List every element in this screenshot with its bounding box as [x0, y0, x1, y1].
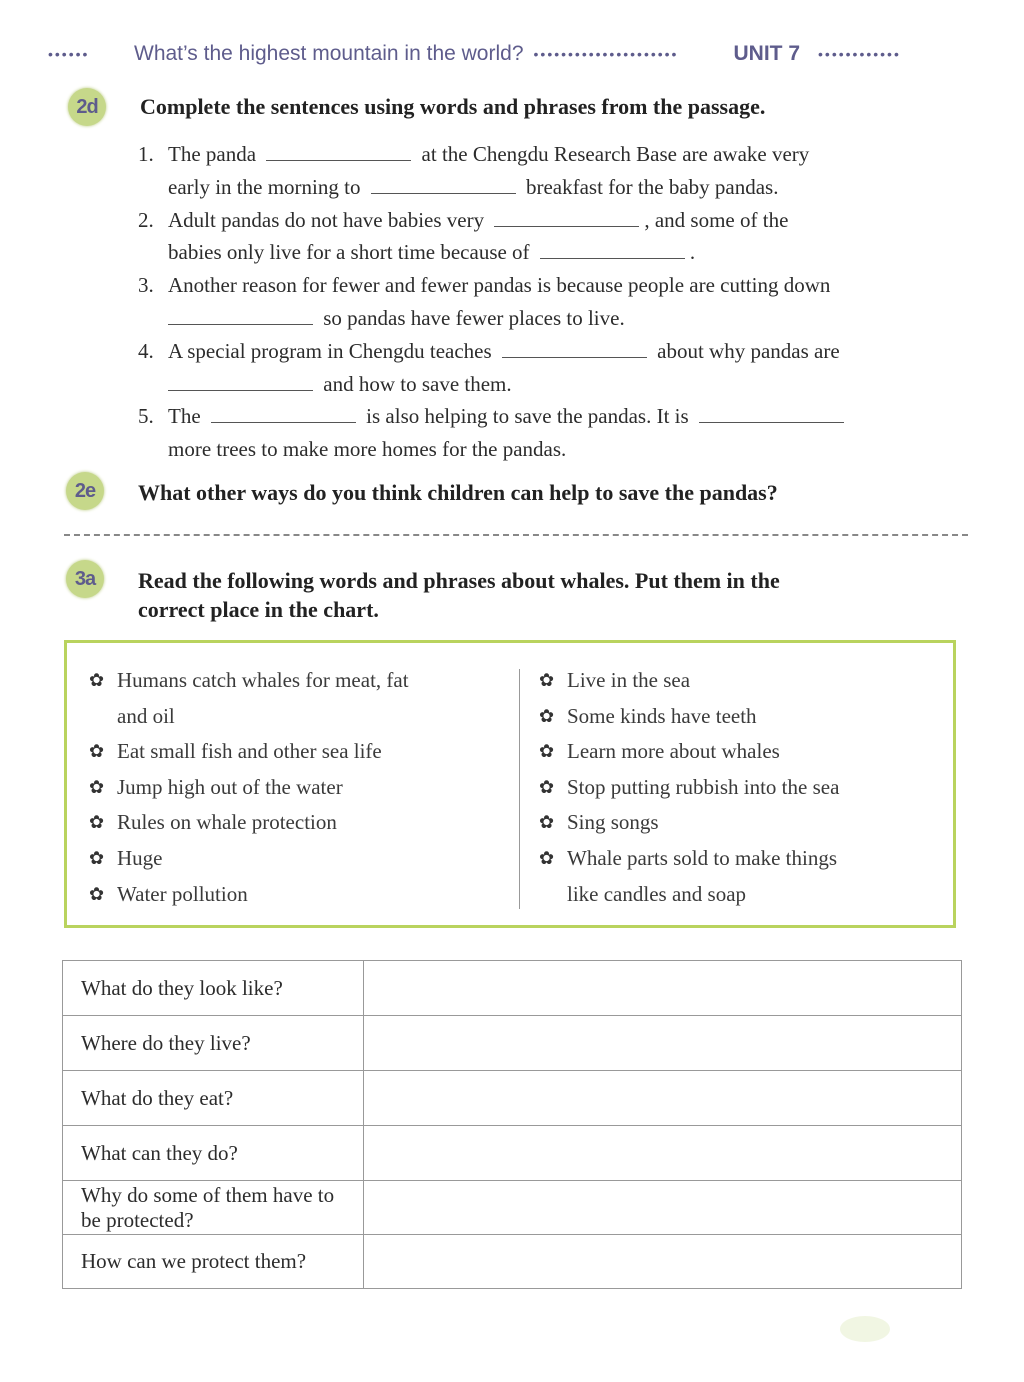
- flower-bullet-icon: ✿: [89, 812, 105, 833]
- sentence-number: 4.: [138, 338, 154, 363]
- flower-bullet-icon: ✿: [89, 670, 105, 690]
- sentence-text: babies only live for a short time because of: [168, 240, 530, 265]
- chart-answer-cell[interactable]: [364, 961, 962, 1016]
- answer-blank[interactable]: [266, 140, 411, 161]
- chart-answer-cell[interactable]: [364, 1071, 962, 1126]
- dashed-divider: [64, 534, 968, 536]
- chart-question: What do they look like?: [63, 961, 364, 1016]
- table-row: [63, 1126, 962, 1181]
- header-dots-left: ••••••: [48, 46, 90, 62]
- chart-answer-cell[interactable]: [364, 1016, 962, 1071]
- word-bank-item: [89, 841, 489, 877]
- sentence-number: 1.: [138, 142, 154, 166]
- flower-bullet-icon: ✿: [539, 847, 555, 868]
- sentence-text: The panda: [168, 142, 257, 166]
- header-dots-mid: •••••••••••••••••••••: [533, 46, 679, 62]
- chart-question: What can they do?: [63, 1126, 364, 1181]
- answer-blank[interactable]: [211, 402, 356, 423]
- badge-2d: 2d: [68, 88, 106, 126]
- sentence-5: [138, 400, 974, 466]
- word-bank-item: [539, 770, 939, 806]
- word-bank-item: [89, 663, 489, 734]
- word-bank-text: Stop putting rubbish into the sea: [567, 774, 840, 799]
- page-number-decoration: [840, 1316, 890, 1342]
- table-row: [63, 961, 962, 1016]
- column-divider: [519, 669, 520, 909]
- chart-answer-cell[interactable]: [364, 1126, 962, 1181]
- word-bank-item: [539, 699, 939, 735]
- chart-question: Where do they live?: [63, 1016, 364, 1071]
- word-bank-text: and oil: [117, 703, 175, 728]
- word-bank-text: Rules on whale protection: [117, 810, 337, 835]
- header-title: What’s the highest mountain in the world?: [134, 42, 524, 65]
- chart-question: How can we protect them?: [63, 1235, 364, 1289]
- sentence-text: .: [689, 240, 696, 265]
- sentence-2: [138, 204, 974, 270]
- word-bank-text: Humans catch whales for meat, fat: [117, 668, 409, 692]
- flower-bullet-icon: ✿: [89, 847, 105, 868]
- instruction-2e: What other ways do you think children can help to save the pandas?: [138, 480, 778, 505]
- answer-blank[interactable]: [371, 173, 516, 194]
- word-bank-right-column: [539, 663, 939, 912]
- sentence-text: about why pandas are: [657, 338, 840, 363]
- chart-question: What do they eat?: [63, 1071, 364, 1126]
- sentence-1: [138, 138, 974, 204]
- flower-bullet-icon: ✿: [89, 741, 105, 762]
- header-dots-right: ••••••••••••: [818, 46, 901, 62]
- whale-chart-table: [62, 960, 962, 1289]
- table-row: [63, 1016, 962, 1071]
- sentence-text: is also helping to save the pandas. It is: [366, 404, 689, 429]
- flower-bullet-icon: ✿: [539, 776, 555, 797]
- word-bank-item: [89, 805, 489, 841]
- sentence-text: at the Chengdu Research Base are awake very: [421, 142, 810, 166]
- sentence-text: so pandas have fewer places to live.: [323, 305, 625, 330]
- answer-blank[interactable]: [699, 402, 844, 423]
- table-row: [63, 1071, 962, 1126]
- word-bank-box: [64, 640, 956, 928]
- sentence-text: , and some of the: [644, 207, 789, 232]
- flower-bullet-icon: ✿: [539, 705, 555, 726]
- word-bank-item: [89, 734, 489, 770]
- sentence-text: Another reason for fewer and fewer pandas is because people are cutting down: [168, 273, 831, 298]
- flower-bullet-icon: ✿: [539, 670, 555, 690]
- instruction-3a: [138, 566, 780, 624]
- word-bank-text: Jump high out of the water: [117, 774, 343, 799]
- word-bank-item: [89, 770, 489, 806]
- flower-bullet-icon: ✿: [89, 883, 105, 904]
- word-bank-text: like candles and soap: [567, 881, 747, 906]
- unit-label: UNIT 7: [733, 42, 801, 65]
- chart-question: Why do some of them have to be protected?: [63, 1181, 364, 1235]
- word-bank-item: [539, 841, 939, 912]
- sentence-number: 2.: [138, 207, 154, 232]
- sentence-text: Adult pandas do not have babies very: [168, 207, 485, 232]
- sentence-text: and how to save them.: [323, 371, 512, 396]
- sentence-list: [138, 138, 974, 466]
- word-bank-text: Water pollution: [117, 881, 248, 906]
- answer-blank[interactable]: [540, 238, 685, 259]
- flower-bullet-icon: ✿: [539, 812, 555, 833]
- word-bank-text: Live in the sea: [567, 668, 691, 692]
- word-bank-text: Eat small fish and other sea life: [117, 739, 382, 764]
- page-header: [48, 38, 1024, 70]
- sentence-text: The: [168, 404, 201, 429]
- word-bank-item: [539, 805, 939, 841]
- sentence-4: [138, 335, 974, 401]
- word-bank-item: [89, 877, 489, 913]
- flower-bullet-icon: ✿: [539, 741, 555, 762]
- instruction-line: correct place in the chart.: [138, 597, 379, 622]
- answer-blank[interactable]: [168, 370, 313, 391]
- sentence-text: more trees to make more homes for the pandas.: [168, 437, 567, 462]
- table-row: [63, 1181, 962, 1235]
- chart-answer-cell[interactable]: [364, 1181, 962, 1235]
- flower-bullet-icon: ✿: [89, 776, 105, 797]
- table-row: [63, 1235, 962, 1289]
- sentence-text: A special program in Chengdu teaches: [168, 338, 492, 363]
- sentence-3: [138, 269, 974, 335]
- word-bank-text: Huge: [117, 845, 163, 870]
- word-bank-text: Sing songs: [567, 810, 659, 835]
- answer-blank[interactable]: [168, 304, 313, 325]
- word-bank-item: [539, 734, 939, 770]
- badge-3a: 3a: [66, 560, 104, 598]
- badge-2e: 2e: [66, 472, 104, 510]
- word-bank-text: Some kinds have teeth: [567, 703, 757, 728]
- sentence-number: 3.: [138, 273, 154, 298]
- instruction-2d: Complete the sentences using words and phrases from the passage.: [140, 94, 766, 119]
- sentence-number: 5.: [138, 404, 154, 429]
- sentence-text: breakfast for the baby pandas.: [525, 174, 779, 199]
- answer-blank[interactable]: [494, 206, 639, 227]
- instruction-line: Read the following words and phrases about whales. Put them in the: [138, 568, 780, 593]
- word-bank-text: Learn more about whales: [567, 739, 780, 764]
- word-bank-item: [539, 663, 939, 699]
- word-bank-left-column: [89, 663, 489, 912]
- sentence-text: early in the morning to: [168, 174, 361, 199]
- chart-answer-cell[interactable]: [364, 1235, 962, 1289]
- word-bank-text: Whale parts sold to make things: [567, 845, 838, 870]
- answer-blank[interactable]: [502, 337, 647, 358]
